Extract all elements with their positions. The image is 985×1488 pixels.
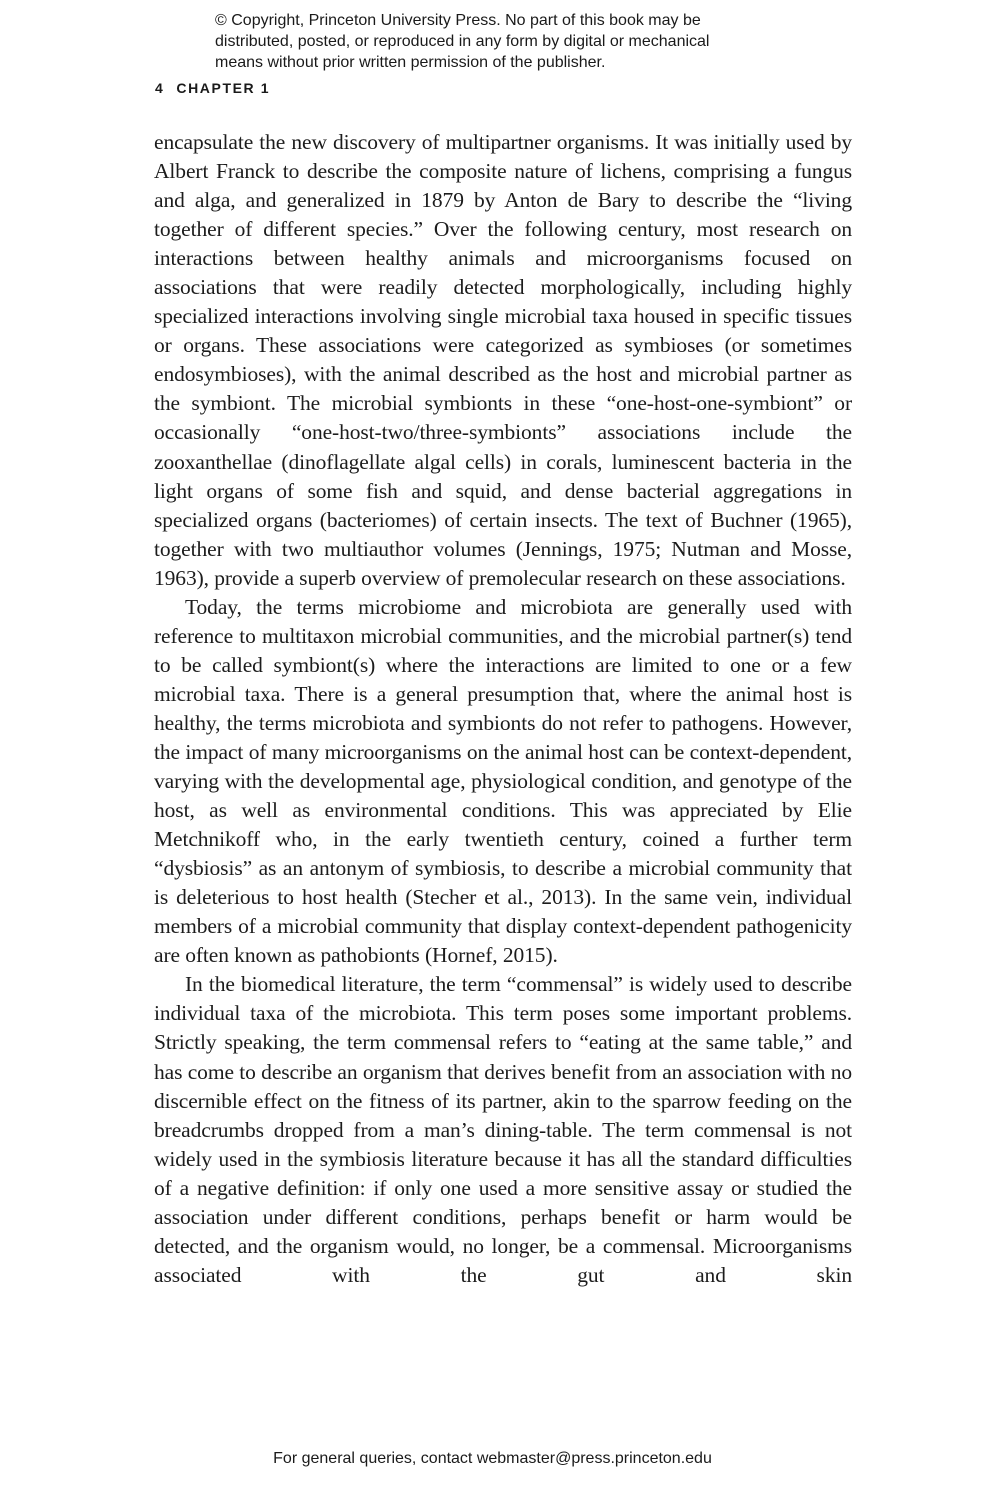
paragraph: encapsulate the new discovery of multipartner organisms. It was initially used by Albert Franck to describe the composite nature of lichens, comprising a fungus and alga, and generalized in 1879 by Anton de Bary to describe the “living together of different species.” Over the following century, most research on interactions between healthy animals and microorganisms focused on associations that were readily detected morphologically, including highly specialized interactions involving single microbial taxa housed in specific tissues or organs. These associations were categorized as symbioses (or sometimes endosymbioses), with the animal described as the host and microbial partner as the symbiont. The microbial symbionts in these “one-host-one-symbiont” or occasionally “one-host-two/three-symbionts” associations include the zooxanthellae (dinoflagellate algal cells) in corals, luminescent bacteria in the light organs of some fish and squid, and dense bacterial aggregations in specialized organs (bacteriomes) of certain insects. The text of Buchner (1965), together with two multiauthor volumes (Jennings, 1975; Nutman and Mosse, 1963), provide a superb overview of premolecular research on these associations. bbox=[154, 130, 852, 590]
running-head bbox=[155, 80, 270, 96]
chapter-label: CHAPTER 1 bbox=[176, 80, 271, 96]
body-text bbox=[154, 128, 852, 1290]
paragraph: Today, the terms microbiome and microbiota are generally used with reference to multitaxon microbial communities, and the microbial partner(s) tend to be called symbiont(s) where the interactions are limited to one or a few microbial taxa. There is a general presumption that, where the animal host is healthy, the terms microbiota and symbionts do not refer to pathogens. However, the impact of many microorganisms on the animal host can be context-dependent, varying with the developmental age, physiological condition, and genotype of the host, as well as environmental conditions. This was appreciated by Elie Metchnikoff who, in the early twentieth century, coined a further term “dysbiosis” as an antonym of symbiosis, to describe a microbial community that is deleterious to host health (Stecher et al., 2013). In the same vein, individual members of a microbial community that display context-dependent pathogenicity are often known as pathobionts (Hornef, 2015). bbox=[154, 594, 852, 968]
copyright-notice bbox=[215, 10, 835, 73]
copyright-line: means without prior written permission of the publisher. bbox=[215, 54, 606, 71]
footer-contact: For general queries, contact webmaster@press.princeton.edu bbox=[273, 1450, 712, 1467]
page-number: 4 bbox=[155, 80, 165, 96]
copyright-line: distributed, posted, or reproduced in any form by digital or mechanical bbox=[215, 33, 710, 50]
paragraph: In the biomedical literature, the term “commensal” is widely used to describe individual taxa of the microbiota. This term poses some important problems. Strictly speaking, the term commensal refers to “eating at the same table,” and has come to describe an organism that derives benefit from an association with no discernible effect on the fitness of its partner, akin to the sparrow feeding on the breadcrumbs dropped from a man’s dining-table. The term commensal is not widely used in the symbiosis literature because it has all the standard difficulties of a negative definition: if only one used a more sensitive assay or studied the association under different conditions, perhaps benefit or harm would be detected, and the organism would, no longer, be a commensal. Microorganisms associated with the gut and skin bbox=[154, 972, 852, 1287]
copyright-line: © Copyright, Princeton University Press. No part of this book may be bbox=[215, 12, 701, 29]
